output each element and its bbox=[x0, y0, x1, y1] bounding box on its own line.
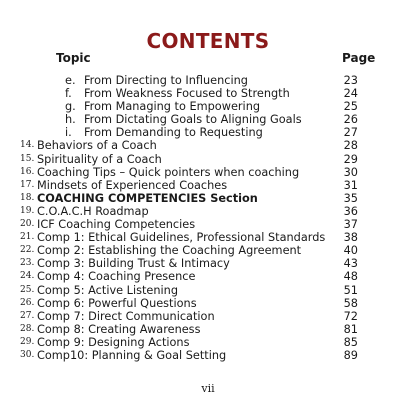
toc-entry-label: Comp 1: Ethical Guidelines, Professional Standards bbox=[37, 231, 326, 245]
toc-entry[interactable] bbox=[0, 244, 416, 257]
toc-entry[interactable] bbox=[0, 179, 416, 192]
toc-entry[interactable] bbox=[0, 310, 416, 323]
toc-entry-page: 38 bbox=[343, 231, 358, 245]
toc-entry-number: 25. bbox=[20, 284, 35, 295]
toc-entry-page: 81 bbox=[343, 322, 358, 336]
toc-entry-label: From Demanding to Requesting bbox=[84, 126, 263, 140]
toc-entry-page: 23 bbox=[343, 74, 358, 87]
toc-entry-page: 27 bbox=[343, 126, 358, 140]
toc-entry-label: Comp 2: Establishing the Coaching Agreement bbox=[37, 244, 302, 258]
toc-entry-label: Comp 4: Coaching Presence bbox=[37, 270, 196, 284]
toc-entry-page: 26 bbox=[343, 113, 358, 127]
toc-entry-label: Spirituality of a Coach bbox=[37, 152, 162, 166]
toc-entry[interactable] bbox=[0, 284, 416, 297]
toc-entry[interactable] bbox=[0, 87, 416, 100]
toc-entry[interactable] bbox=[0, 139, 416, 152]
toc-entry[interactable] bbox=[0, 153, 416, 166]
toc-entry-number: h. bbox=[65, 113, 76, 127]
toc-entry-number: 27. bbox=[20, 310, 35, 321]
toc-entry-number: 20. bbox=[20, 219, 35, 230]
toc-entry[interactable] bbox=[0, 297, 416, 310]
page-column-header: Page bbox=[342, 51, 376, 65]
toc-entry-number: i. bbox=[65, 126, 72, 140]
toc-entry[interactable] bbox=[0, 192, 416, 205]
toc-entry-number: 14. bbox=[20, 140, 35, 151]
toc-entry[interactable] bbox=[0, 218, 416, 231]
toc-entry-label: Comp 3: Building Trust & Intimacy bbox=[37, 257, 230, 271]
toc-entry-page: 31 bbox=[343, 178, 358, 192]
toc-entry-number: 29. bbox=[20, 336, 35, 347]
toc-entry-page: 43 bbox=[343, 257, 358, 271]
toc-entry-page: 48 bbox=[343, 270, 358, 284]
toc-entry-label: C.O.A.C.H Roadmap bbox=[37, 204, 149, 218]
toc-entry[interactable] bbox=[0, 336, 416, 349]
toc-entry-number: 30. bbox=[20, 349, 35, 360]
toc-entry-page: 30 bbox=[343, 165, 358, 179]
toc-entry-label: Comp 8: Creating Awareness bbox=[37, 322, 201, 336]
toc-entry-number: 21. bbox=[20, 232, 35, 243]
toc-entry-label: Comp 5: Active Listening bbox=[37, 283, 179, 297]
toc-entry[interactable] bbox=[0, 74, 416, 87]
toc-entry-number: f. bbox=[65, 87, 72, 101]
toc-entry-number: 24. bbox=[20, 271, 35, 282]
toc-entry-page: 89 bbox=[343, 348, 358, 362]
toc-entry-label: Comp10: Planning & Goal Setting bbox=[37, 348, 227, 362]
toc-entry-label: ICF Coaching Competencies bbox=[37, 218, 196, 232]
toc-entry-number: e. bbox=[65, 74, 76, 87]
toc-entry-label: Mindsets of Experienced Coaches bbox=[37, 178, 228, 192]
toc-entry-page: 35 bbox=[343, 191, 358, 205]
toc-entry[interactable] bbox=[0, 231, 416, 244]
toc-entry-number: 16. bbox=[20, 166, 35, 177]
toc-entry-page: 51 bbox=[343, 283, 358, 297]
toc-entry-number: 15. bbox=[20, 153, 35, 164]
toc-entry[interactable] bbox=[0, 100, 416, 113]
toc-entry[interactable] bbox=[0, 126, 416, 139]
toc-entry-page: 29 bbox=[343, 152, 358, 166]
page-title: CONTENTS bbox=[146, 29, 270, 53]
toc-entry[interactable] bbox=[0, 113, 416, 126]
toc-entry-number: 22. bbox=[20, 245, 35, 256]
toc-entry-label: From Dictating Goals to Aligning Goals bbox=[84, 113, 302, 127]
toc-entry-number: 17. bbox=[20, 179, 35, 190]
toc-entry-page: 24 bbox=[343, 87, 358, 101]
topic-column-header: Topic bbox=[56, 51, 91, 65]
toc-entry-number: 28. bbox=[20, 323, 35, 334]
toc-entry-page: 25 bbox=[343, 100, 358, 114]
toc-entry-label: Behaviors of a Coach bbox=[37, 139, 157, 153]
toc-entry-number: 19. bbox=[20, 205, 35, 216]
toc-entry-page: 85 bbox=[343, 335, 358, 349]
toc-entry-label: Coaching Tips – Quick pointers when coaching bbox=[37, 165, 300, 179]
toc-entry-label: From Directing to Influencing bbox=[84, 74, 248, 87]
toc-entry[interactable] bbox=[0, 270, 416, 283]
toc-entry-number: g. bbox=[65, 100, 76, 114]
toc-entry-label: Comp 9: Designing Actions bbox=[37, 335, 190, 349]
toc-entry-page: 58 bbox=[343, 296, 358, 310]
toc-entry-number: 18. bbox=[20, 192, 35, 203]
page-number-footer: vii bbox=[201, 382, 215, 395]
toc-entry-label: From Managing to Empowering bbox=[84, 100, 261, 114]
toc-entry-page: 72 bbox=[343, 309, 358, 323]
toc-entry-label: Comp 7: Direct Communication bbox=[37, 309, 215, 323]
toc-entry-page: 37 bbox=[343, 218, 358, 232]
toc-entry[interactable] bbox=[0, 323, 416, 336]
toc-entry[interactable] bbox=[0, 257, 416, 270]
toc-entry-label: Comp 6: Powerful Questions bbox=[37, 296, 197, 310]
toc-entry-page: 36 bbox=[343, 204, 358, 218]
toc-entry-number: 23. bbox=[20, 258, 35, 269]
toc-entry[interactable] bbox=[0, 166, 416, 179]
table-of-contents bbox=[0, 74, 416, 362]
toc-entry-page: 40 bbox=[343, 244, 358, 258]
toc-entry-label: COACHING COMPETENCIES Section bbox=[37, 191, 258, 205]
toc-entry[interactable] bbox=[0, 205, 416, 218]
toc-entry-page: 28 bbox=[343, 139, 358, 153]
toc-entry-label: From Weakness Focused to Strength bbox=[84, 87, 290, 101]
toc-entry-number: 26. bbox=[20, 297, 35, 308]
toc-entry[interactable] bbox=[0, 349, 416, 362]
